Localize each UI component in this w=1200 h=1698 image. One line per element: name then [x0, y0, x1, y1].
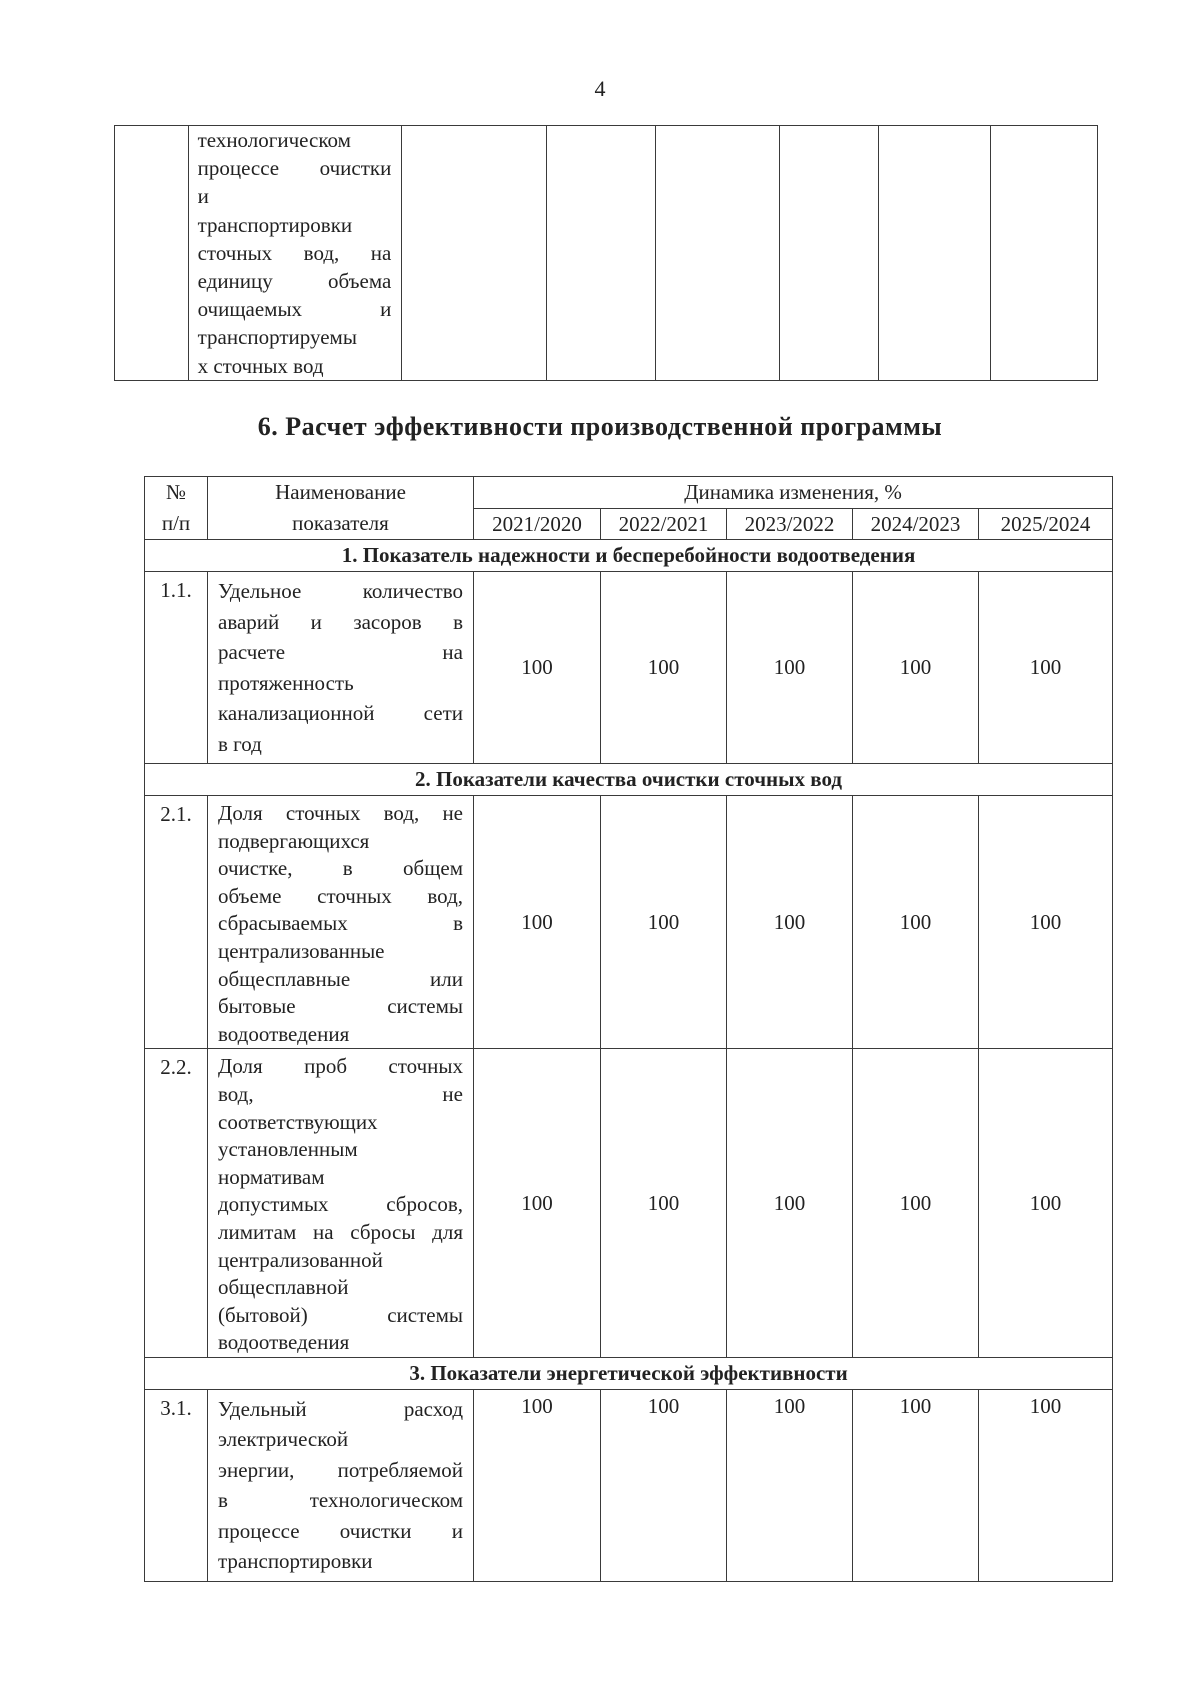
- continued-empty-cell: [656, 126, 780, 381]
- value-cell: 100: [853, 1049, 979, 1358]
- name-line: расчете на: [218, 640, 463, 664]
- value-cell: 100: [474, 1389, 601, 1581]
- row-num: 1.1.: [145, 572, 208, 764]
- name-line: Доля проб сточных: [218, 1054, 463, 1079]
- row-name: [208, 796, 474, 1049]
- value-cell: 100: [853, 1389, 979, 1581]
- value-cell: 100: [601, 572, 727, 764]
- header-num-line1: №: [165, 480, 187, 504]
- name-line: транспортировки: [218, 1549, 373, 1574]
- value-cell: 100: [979, 796, 1113, 1049]
- name-line: допустимых сбросов,: [218, 1192, 463, 1217]
- name-line: процессе очистки: [197, 156, 392, 181]
- continued-empty-cell: [991, 126, 1098, 381]
- name-line: технологическом: [197, 128, 351, 152]
- value-cell: 100: [727, 572, 853, 764]
- value-cell: 100: [474, 572, 601, 764]
- name-line: централизованные: [218, 938, 385, 963]
- name-line: транспортировки: [197, 212, 353, 237]
- name-line: общесплавной: [218, 1275, 349, 1300]
- name-line: подвергающихся: [218, 828, 370, 853]
- header-name-cell: [208, 477, 474, 540]
- name-line: Удельное количество: [218, 579, 463, 603]
- name-line: канализационной сети: [218, 701, 463, 725]
- name-line: водоотведения: [218, 1021, 350, 1046]
- name-line: в технологическом: [218, 1488, 463, 1513]
- name-line: бытовые системы: [218, 994, 463, 1019]
- name-line: вод, не: [218, 1081, 463, 1106]
- section-title: 2. Показатели качества очистки сточных вод: [145, 764, 1113, 796]
- table-row: [145, 1389, 1113, 1581]
- value-cell: 100: [474, 1049, 601, 1358]
- continued-table-row: [115, 126, 1098, 381]
- name-line: очищаемых и: [197, 297, 392, 322]
- name-line: сточных вод, на: [197, 240, 392, 265]
- continued-table: [114, 125, 1098, 381]
- section-row: [145, 540, 1113, 572]
- section-row: [145, 764, 1113, 796]
- name-line: транспортируемы: [197, 325, 357, 350]
- table-row: [145, 572, 1113, 764]
- name-line: единицу объема: [197, 269, 392, 294]
- value-cell: 100: [601, 1049, 727, 1358]
- continued-empty-cell: [402, 126, 546, 381]
- name-line: водоотведения: [218, 1330, 350, 1355]
- row-num: 2.2.: [145, 1049, 208, 1358]
- name-line: (бытовой) системы: [218, 1302, 463, 1327]
- value-cell: 100: [601, 1389, 727, 1581]
- value-cell: 100: [979, 1389, 1113, 1581]
- name-line: объеме сточных вод,: [218, 883, 463, 908]
- name-line: аварий и засоров в: [218, 609, 463, 634]
- value-cell: 100: [727, 1049, 853, 1358]
- header-year-cell: 2022/2021: [601, 508, 727, 540]
- row-num: 3.1.: [145, 1389, 208, 1581]
- name-line: лимитам на сбросы для: [218, 1219, 463, 1244]
- continued-empty-cell: [879, 126, 991, 381]
- row-name: [208, 1389, 474, 1581]
- value-cell: 100: [601, 796, 727, 1049]
- continued-empty-cell: [546, 126, 656, 381]
- continued-num-cell: [115, 126, 189, 381]
- continued-name-cell: [188, 126, 402, 381]
- value-cell: 100: [727, 796, 853, 1049]
- name-line: процессе очистки и: [218, 1518, 463, 1543]
- name-line: сбрасываемых в: [218, 911, 463, 936]
- name-line: электрической: [218, 1427, 349, 1452]
- name-line: протяженность: [218, 670, 354, 695]
- value-cell: 100: [979, 1049, 1113, 1358]
- header-name-line1: Наименование: [275, 480, 406, 504]
- value-cell: 100: [853, 572, 979, 764]
- name-line: установленным: [218, 1137, 358, 1162]
- name-line: в год: [218, 731, 262, 756]
- name-line: Удельный расход: [218, 1396, 463, 1421]
- value-cell: 100: [853, 796, 979, 1049]
- value-cell: 100: [727, 1389, 853, 1581]
- header-dynamics-cell: Динамика изменения, %: [474, 477, 1113, 509]
- header-num-line2: п/п: [161, 511, 191, 535]
- section-title: 1. Показатель надежности и бесперебойности водоотведения: [145, 540, 1113, 572]
- row-name: [208, 572, 474, 764]
- table-row: [145, 1049, 1113, 1358]
- header-year-cell: 2024/2023: [853, 508, 979, 540]
- header-row: [145, 477, 1113, 509]
- header-num-cell: [145, 477, 208, 540]
- table-row: [145, 796, 1113, 1049]
- header-name-line2: показателя: [292, 511, 389, 535]
- name-line: общесплавные или: [218, 966, 463, 991]
- section-row: [145, 1357, 1113, 1389]
- section-title: 3. Показатели энергетической эффективности: [145, 1357, 1113, 1389]
- efficiency-table: [144, 476, 1113, 1582]
- name-line: нормативам: [218, 1164, 325, 1189]
- value-cell: 100: [979, 572, 1113, 764]
- row-name: [208, 1049, 474, 1358]
- header-year-cell: 2023/2022: [727, 508, 853, 540]
- name-line: очистке, в общем: [218, 856, 463, 881]
- page-number: 4: [594, 76, 606, 101]
- value-cell: 100: [474, 796, 601, 1049]
- header-year-cell: 2021/2020: [474, 508, 601, 540]
- name-line: соответствующих: [218, 1109, 378, 1134]
- section-heading: 6. Расчет эффективности производственной программы: [257, 412, 943, 441]
- name-line: и: [197, 184, 209, 209]
- header-year-cell: 2025/2024: [979, 508, 1113, 540]
- name-line: энергии, потребляемой: [218, 1457, 463, 1482]
- name-line: централизованной: [218, 1247, 383, 1272]
- continued-name-text: [189, 126, 402, 380]
- name-line: Доля сточных вод, не: [218, 801, 463, 825]
- continued-empty-cell: [780, 126, 879, 381]
- name-line: х сточных вод: [197, 353, 324, 378]
- row-num: 2.1.: [145, 796, 208, 1049]
